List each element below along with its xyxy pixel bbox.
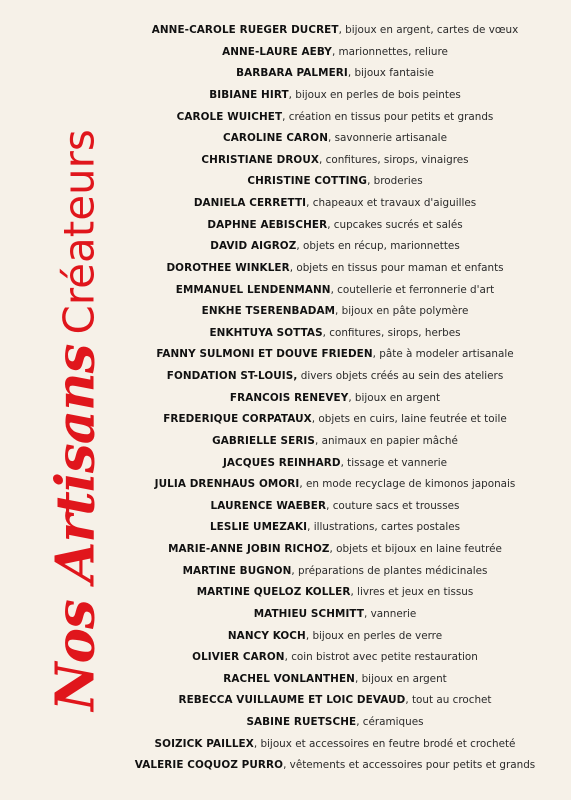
artisan-name: FANNY SULMONI ET DOUVE FRIEDEN [156, 348, 373, 361]
artisan-name: ANNE-LAURE AEBY [222, 45, 332, 58]
list-item [110, 344, 560, 366]
artisan-name: GABRIELLE SERIS [212, 434, 315, 447]
list-item [110, 20, 560, 42]
artisan-description: , pâte à modeler artisanale [372, 348, 514, 361]
artisan-name: CHRISTIANE DROUX [201, 153, 320, 166]
list-item [110, 107, 560, 129]
artisan-description: , création en tissus pour petits et grands [282, 110, 494, 123]
artisan-description: , vannerie [364, 607, 417, 620]
list-item [110, 323, 560, 345]
artisan-description: , couture sacs et trousses [326, 499, 460, 512]
artisan-name: MARTINE QUELOZ KOLLER [196, 586, 351, 599]
artisan-description: , bijoux en argent, cartes de vœux [338, 24, 519, 36]
list-item [110, 280, 560, 302]
artisan-list [110, 20, 560, 777]
artisan-description: , objets et bijoux en laine feutrée [329, 543, 502, 555]
artisan-name: DANIELA CERRETTI [193, 197, 307, 209]
artisan-description: , céramiques [356, 716, 424, 728]
artisan-name: LESLIE UMEZAKI [209, 521, 308, 534]
list-item [110, 388, 560, 410]
artisan-name: NANCY KOCH [227, 629, 306, 642]
artisan-description: , bijoux fantaisie [347, 67, 434, 80]
page-title [44, 129, 107, 711]
artisan-description: , tout au crochet [405, 694, 492, 707]
artisan-description: , bijoux en perles de verre [305, 629, 443, 642]
list-item [110, 755, 560, 777]
artisan-description: , objets en récup, marionnettes [296, 240, 460, 253]
artisan-name: SABINE RUETSCHE [246, 716, 357, 728]
artisan-name: OLIVIER CARON [192, 651, 285, 664]
list-item [110, 431, 560, 453]
artisan-description: , objets en cuirs, laine feutrée et toile [311, 413, 507, 426]
artisan-description: , tissage et vannerie [340, 456, 448, 469]
list-item [110, 215, 560, 237]
artisan-description: , savonnerie artisanale [328, 132, 447, 145]
artisan-description: , vêtements et accessoires pour petits et grands [283, 759, 536, 772]
artisan-name: MATHIEU SCHMITT [253, 607, 365, 620]
artisan-description: , illustrations, cartes postales [307, 521, 461, 534]
list-item [110, 150, 560, 172]
artisan-name: RACHEL VONLANTHEN [223, 672, 355, 685]
artisan-name: ANNE-CAROLE RUEGER DUCRET [151, 24, 339, 36]
artisan-name: FRANCOIS RENEVEY [229, 391, 349, 404]
list-item [110, 474, 560, 496]
artisan-description: , cupcakes sucrés et salés [327, 218, 463, 231]
list-item [110, 669, 560, 691]
artisan-description: , coin bistrot avec petite restauration [284, 651, 478, 664]
artisan-name: MARIE-ANNE JOBIN RICHOZ [168, 543, 330, 555]
artisan-description: , broderies [367, 175, 423, 188]
artisan-name: DOROTHEE WINKLER [166, 261, 290, 274]
artisan-name: JACQUES REINHARD [222, 456, 341, 469]
title-script-part: Nos Artisans [44, 344, 107, 711]
artisan-description: , coutellerie et ferronnerie d'art [330, 283, 495, 296]
list-item [110, 128, 560, 150]
list-item [110, 42, 560, 64]
list-item [110, 734, 560, 756]
artisan-description: , bijoux en perles de bois peintes [288, 88, 461, 101]
artisan-name: SOIZICK PAILLEX [154, 737, 254, 750]
artisan-description: divers objets créés au sein des ateliers [297, 370, 504, 382]
artisan-name: CAROLINE CARON [223, 132, 329, 145]
list-item [110, 539, 560, 561]
artisan-description: , objets en tissus pour maman et enfants [289, 261, 504, 274]
artisan-description: , chapeaux et travaux d'aiguilles [306, 197, 477, 209]
list-item [110, 63, 560, 85]
artisan-name: FONDATION ST-LOUIS, [166, 370, 298, 382]
list-item [110, 561, 560, 583]
list-item [110, 193, 560, 215]
artisan-description: , préparations de plantes médicinales [291, 564, 488, 577]
list-item [110, 171, 560, 193]
list-item [110, 690, 560, 712]
list-item [110, 582, 560, 604]
artisan-description: , bijoux et accessoires en feutre brodé et crocheté [253, 737, 516, 750]
artisan-description: , bijoux en argent [354, 672, 447, 685]
list-item [110, 604, 560, 626]
list-item [110, 85, 560, 107]
artisan-name: MARTINE BUGNON [182, 564, 292, 577]
artisan-description: , livres et jeux en tissus [350, 586, 474, 599]
list-item [110, 366, 560, 388]
artisan-description: , confitures, sirops, herbes [322, 326, 461, 339]
artisan-description: , bijoux en argent [348, 391, 441, 404]
list-item [110, 517, 560, 539]
list-item [110, 236, 560, 258]
artisan-name: DAVID AIGROZ [210, 240, 297, 253]
title-light-part: Créateurs [54, 129, 104, 335]
list-item [110, 301, 560, 323]
list-item [110, 409, 560, 431]
artisan-name: REBECCA VUILLAUME ET LOIC DEVAUD [178, 694, 406, 707]
artisan-name: CAROLE WUICHET [176, 110, 283, 123]
list-item [110, 258, 560, 280]
artisan-name: ENKHE TSERENBADAM [201, 305, 336, 318]
artisan-name: FREDERIQUE CORPATAUX [163, 413, 312, 426]
artisan-name: JULIA DRENHAUS OMORI [154, 478, 300, 491]
list-item [110, 626, 560, 648]
artisan-name: LAURENCE WAEBER [210, 499, 327, 512]
list-item [110, 453, 560, 475]
artisan-name: BIBIANE HIRT [209, 88, 289, 101]
artisan-name: VALERIE COQUOZ PURRO [134, 759, 284, 772]
artisan-name: CHRISTINE COTTING [247, 175, 368, 188]
artisan-description: , en mode recyclage de kimonos japonais [299, 478, 516, 491]
list-item [110, 496, 560, 518]
artisan-name: EMMANUEL LENDENMANN [175, 283, 331, 296]
artisan-name: BARBARA PALMERI [236, 67, 348, 80]
artisan-description: , marionnettes, reliure [331, 45, 448, 58]
list-item [110, 712, 560, 734]
artisan-name: ENKHTUYA SOTTAS [209, 326, 323, 339]
artisan-description: , animaux en papier mâché [315, 434, 458, 447]
artisan-name: DAPHNE AEBISCHER [207, 218, 328, 231]
artisan-description: , confitures, sirops, vinaigres [319, 153, 469, 166]
list-item [110, 647, 560, 669]
artisan-description: , bijoux en pâte polymère [335, 305, 469, 318]
